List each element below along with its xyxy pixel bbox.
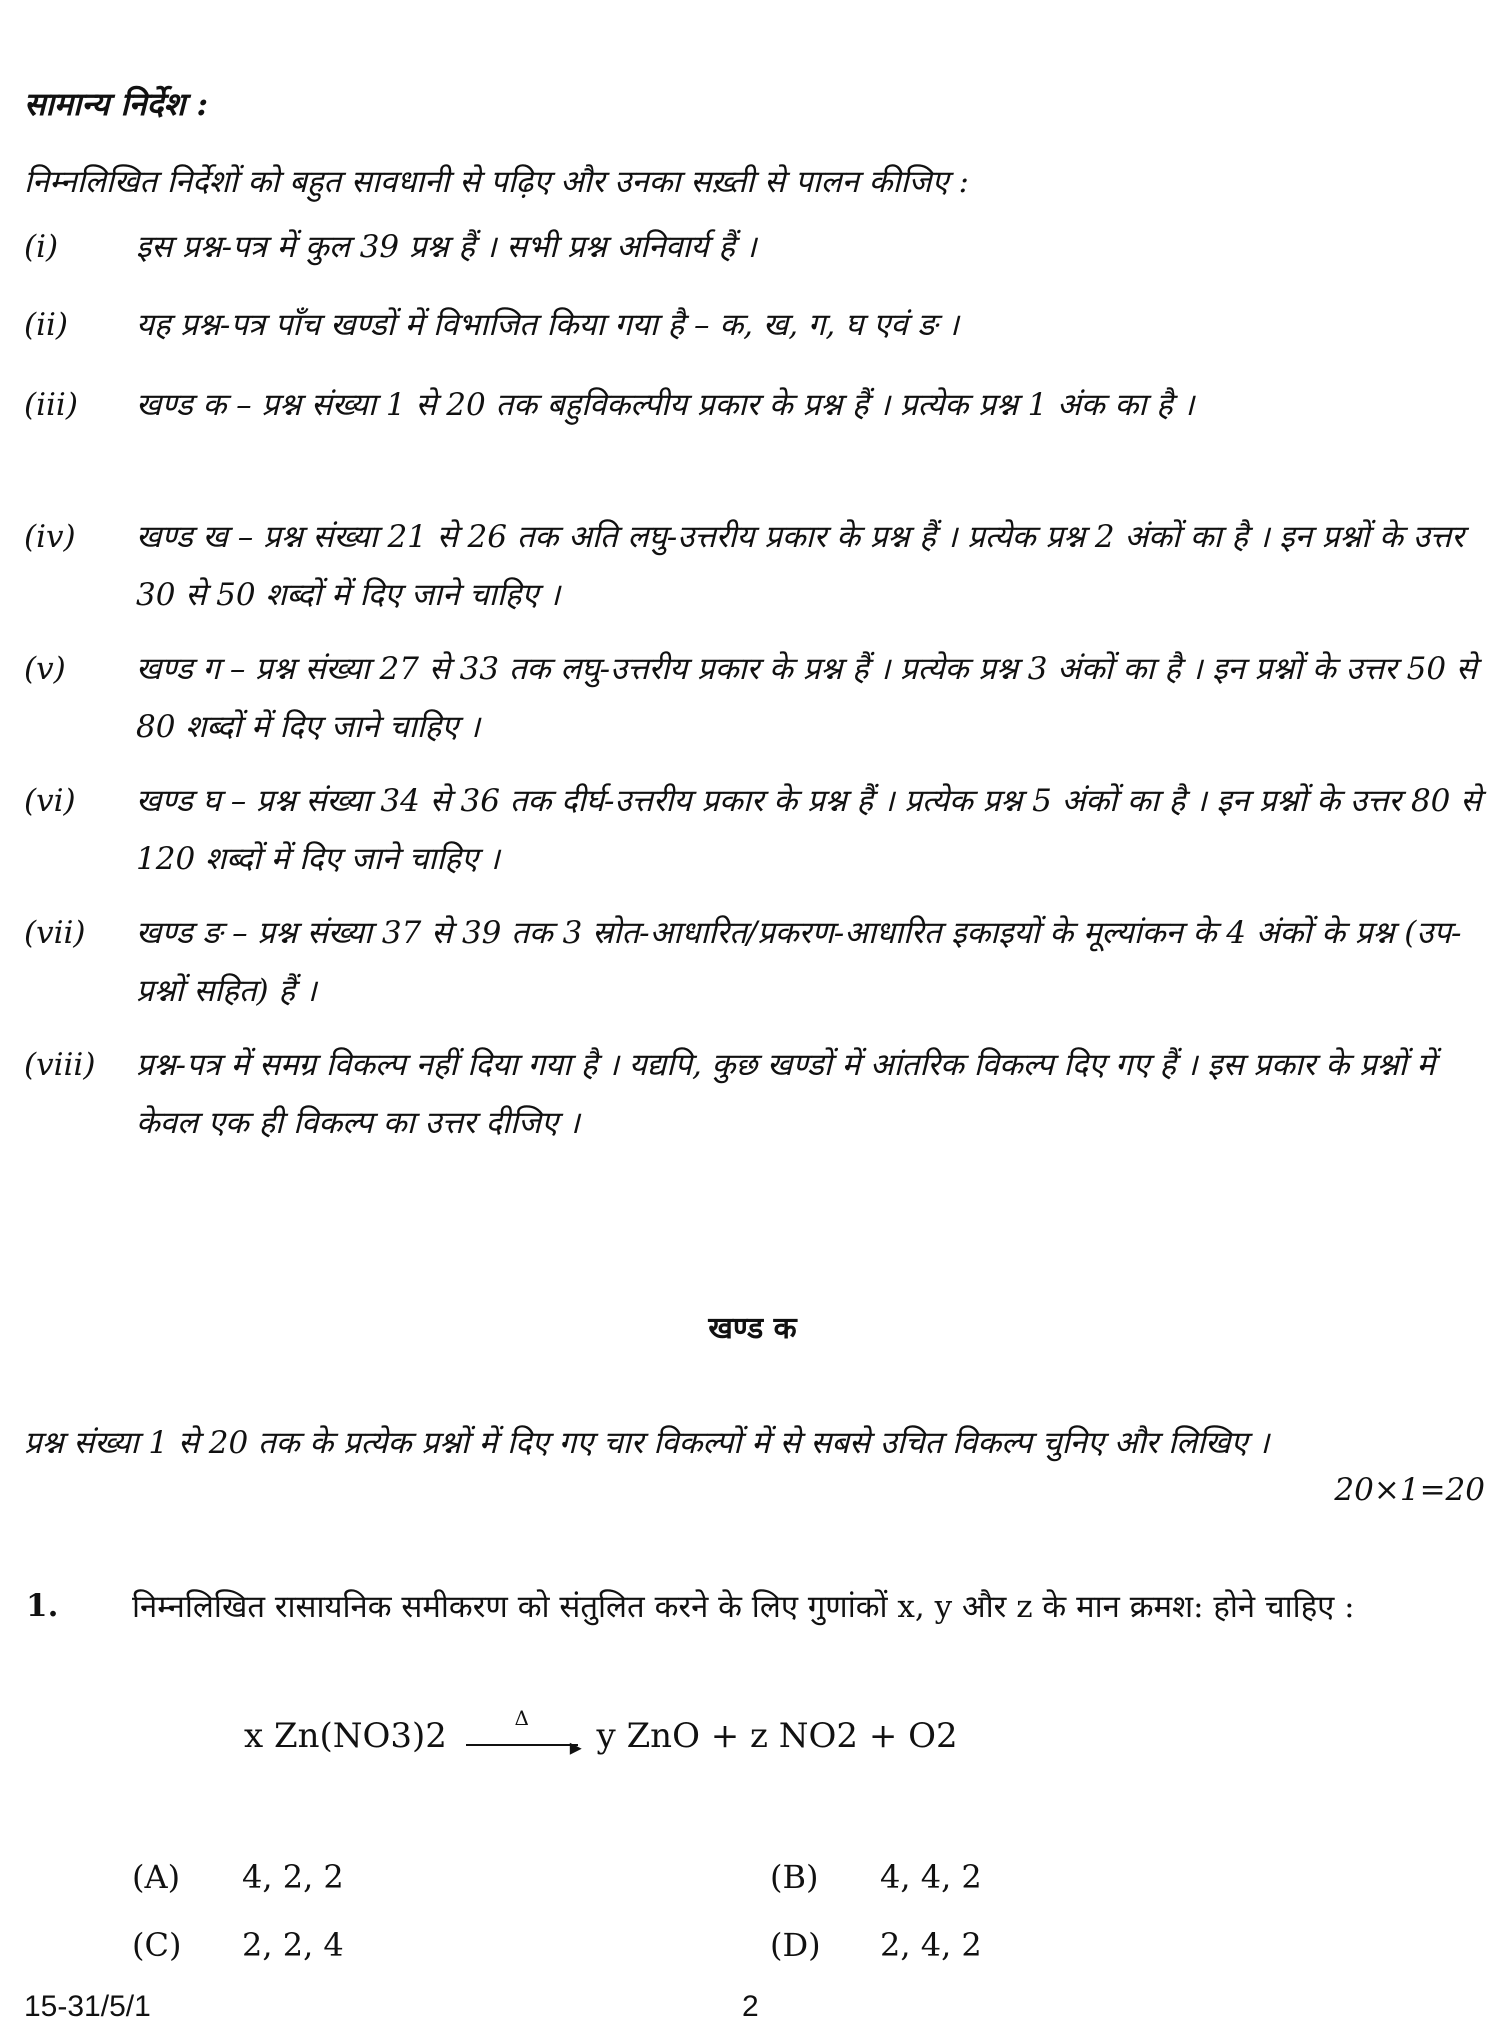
section-marks: 20×1=20 [1334, 1472, 1485, 1508]
option-value: 2, 4, 2 [880, 1926, 982, 1964]
equation-rhs: y ZnO + z NO2 + O2 [596, 1716, 958, 1756]
instruction-number: (iii) [24, 387, 78, 423]
question-text: निम्नलिखित रासायनिक समीकरण को संतुलित करने के लिए गुणांकों x, y और z के मान क्रमश: होने चाहिए : [132, 1589, 1355, 1625]
option-value: 4, 2, 2 [242, 1858, 344, 1896]
instruction-text: यह प्रश्न-पत्र पाँच खण्डों में विभाजित किया गया है – क, ख, ग, घ एवं ङ । [136, 307, 959, 343]
instructions-intro: निम्नलिखित निर्देशों को बहुत सावधानी से पढ़िए और उनका सख़्ती से पालन कीजिए : [24, 164, 969, 200]
instruction-text: खण्ड घ – प्रश्न संख्या 34 से 36 तक दीर्घ-उत्तरीय प्रकार के प्रश्न हैं । प्रत्येक प्रश्न 5 अंकों का है । इन प्रश्नों के उत्तर 80 से 120 शब्दों में दिए जाने चाहिए । [136, 783, 1482, 877]
instruction-text: खण्ड क – प्रश्न संख्या 1 से 20 तक बहुविकल्पीय प्रकार के प्रश्न हैं । प्रत्येक प्रश्न 1 अंक का है । [136, 387, 1195, 423]
option-a[interactable] [132, 1858, 344, 1896]
option-b[interactable] [770, 1858, 982, 1896]
option-c[interactable] [132, 1926, 344, 1964]
instruction-item [24, 772, 1484, 888]
option-value: 2, 2, 4 [242, 1926, 344, 1964]
instruction-item [24, 1036, 1484, 1152]
instruction-number: (vii) [24, 915, 86, 951]
instruction-text: खण्ड ख – प्रश्न संख्या 21 से 26 तक अति लघु-उत्तरीय प्रकार के प्रश्न हैं । प्रत्येक प्रश्न 2 अंकों का है । इन प्रश्नों के उत्तर 30 से 50 शब्दों में दिए जाने चाहिए । [136, 519, 1464, 613]
equation-lhs: x Zn(NO3)2 [244, 1716, 447, 1756]
option-value: 4, 4, 2 [880, 1858, 982, 1896]
instruction-number: (v) [24, 651, 66, 687]
instruction-text: प्रश्न-पत्र में समग्र विकल्प नहीं दिया गया है । यद्यपि, कुछ खण्डों में आंतरिक विकल्प दिए गए हैं । इस प्रकार के प्रश्नों में केवल एक ही विकल्प का उत्तर दीजिए । [136, 1047, 1436, 1141]
section-title: खण्ड क [708, 1311, 797, 1346]
instruction-item [24, 376, 1484, 434]
instruction-number: (iv) [24, 519, 76, 555]
arrow-head-icon: ▸ [569, 1733, 582, 1761]
question-number: 1. [26, 1588, 59, 1624]
instruction-text: खण्ड ङ – प्रश्न संख्या 37 से 39 तक 3 स्रोत-आधारित/प्रकरण-आधारित इकाइयों के मूल्यांकन के 4 अंकों के प्रश्न (उप-प्रश्नों सहित) हैं । [136, 915, 1462, 1009]
instruction-text: खण्ड ग – प्रश्न संख्या 27 से 33 तक लघु-उत्तरीय प्रकार के प्रश्न हैं । प्रत्येक प्रश्न 3 अंकों का है । इन प्रश्नों के उत्तर 50 से 80 शब्दों में दिए जाने चाहिए । [136, 651, 1477, 745]
section-intro: प्रश्न संख्या 1 से 20 तक के प्रत्येक प्रश्नों में दिए गए चार विकल्पों में से सबसे उचित विकल्प चुनिए और लिखिए । [24, 1425, 1270, 1461]
instruction-item [24, 640, 1484, 756]
option-d[interactable] [770, 1926, 982, 1964]
instruction-number: (ii) [24, 307, 69, 343]
option-label: (C) [132, 1926, 182, 1964]
instruction-item [24, 508, 1484, 624]
option-label: (D) [770, 1926, 821, 1964]
instruction-number: (viii) [24, 1047, 96, 1083]
instruction-number: (vi) [24, 783, 76, 819]
instruction-item [24, 218, 1484, 276]
reaction-arrow [466, 1706, 582, 1761]
option-label: (A) [132, 1858, 181, 1896]
option-label: (B) [770, 1858, 819, 1896]
heat-symbol: Δ [514, 1706, 529, 1730]
instruction-item [24, 904, 1484, 1020]
chemical-equation [244, 1706, 958, 1761]
page-number: 2 [742, 1990, 759, 2023]
instruction-number: (i) [24, 229, 59, 265]
general-instructions-heading: सामान्य निर्देश : [24, 85, 209, 123]
instruction-item [24, 296, 1484, 354]
instruction-text: इस प्रश्न-पत्र में कुल 39 प्रश्न हैं । सभी प्रश्न अनिवार्य हैं । [136, 229, 757, 265]
paper-code: 15-31/5/1 [24, 1990, 151, 2023]
